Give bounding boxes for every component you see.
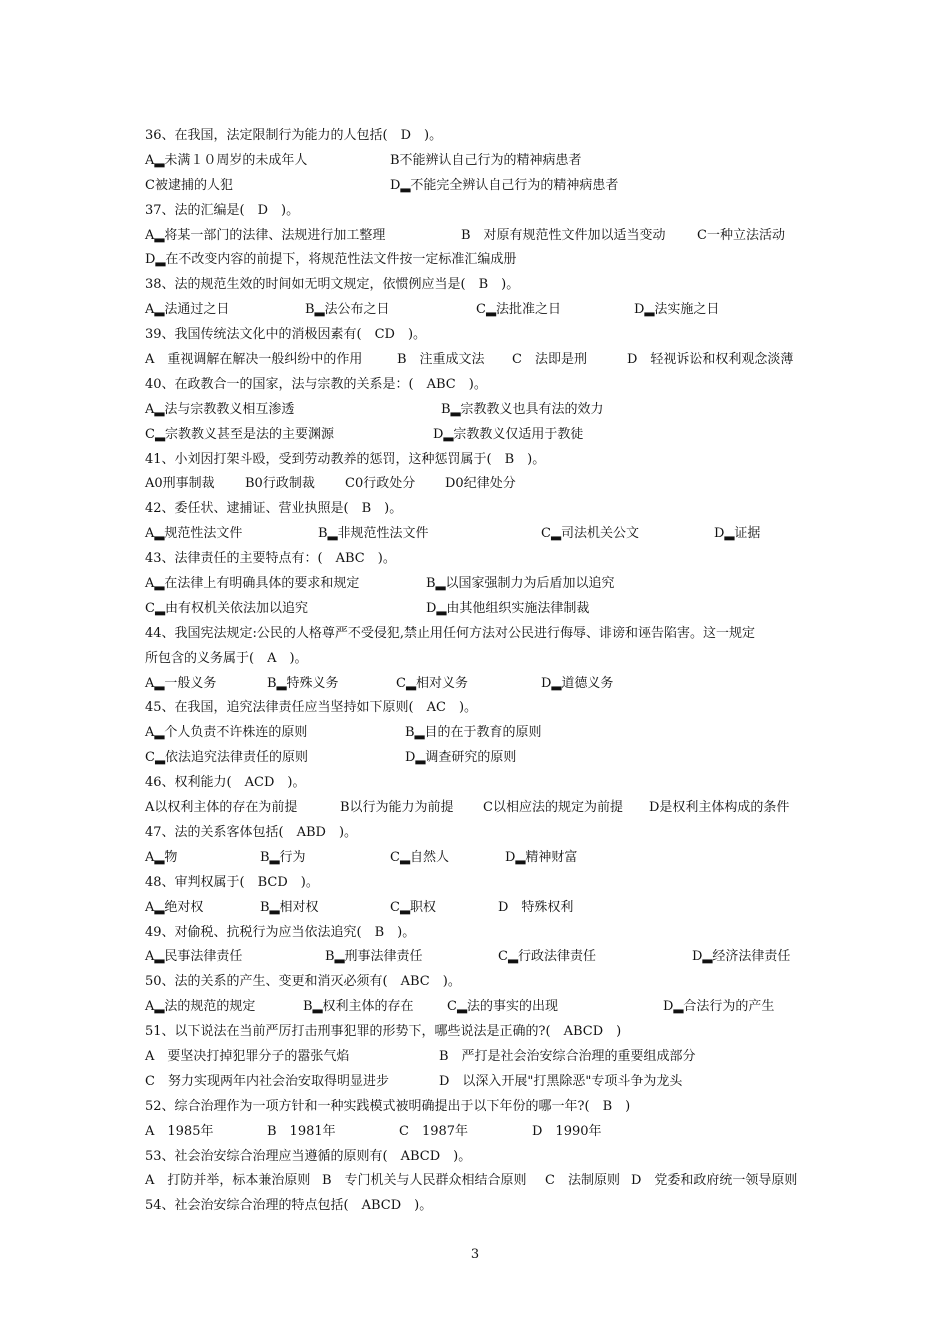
- text-segment: 47、法的关系客体包括( ABD )。: [145, 824, 358, 840]
- text-segment: 所包含的义务属于( A )。: [145, 650, 308, 666]
- text-line: [145, 896, 815, 921]
- text-line: [145, 1095, 815, 1120]
- text-line: [145, 672, 815, 697]
- text-segment: D▂由其他组织实施法律制裁: [426, 600, 590, 616]
- text-segment: B▂目的在于教育的原则: [405, 725, 542, 741]
- text-line: [145, 298, 815, 323]
- text-segment: A▂规范性法文件: [145, 526, 243, 542]
- text-segment: B 1981年: [267, 1123, 336, 1139]
- text-segment: C▂相对义务: [396, 675, 468, 691]
- text-segment: C▂由有权机关依法加以追究: [145, 600, 308, 616]
- text-segment: B▂相对权: [260, 899, 319, 915]
- text-segment: 50、法的关系的产生、变更和消灭必须有( ABC )。: [145, 974, 461, 990]
- text-line: [145, 1145, 815, 1170]
- text-segment: C 努力实现两年内社会治安取得明显进步: [145, 1073, 389, 1089]
- text-segment: A▂将某一部门的法律、法规进行加工整理: [145, 227, 386, 243]
- text-segment: A▂个人负责不许株连的原则: [145, 725, 308, 741]
- text-segment: D▂经济法律责任: [692, 949, 791, 965]
- text-line: [145, 1045, 815, 1070]
- text-segment: C▂宗教教义甚至是法的主要渊源: [145, 426, 334, 442]
- text-segment: 42、委任状、逮捕证、营业执照是( B )。: [145, 501, 403, 517]
- text-segment: 45、在我国，追究法律责任应当坚持如下原则( AC )。: [145, 700, 478, 716]
- text-segment: B▂以国家强制力为后盾加以追究: [426, 576, 615, 592]
- text-segment: C▂行政法律责任: [498, 949, 596, 965]
- text-line: [145, 1070, 815, 1095]
- text-line: [145, 472, 815, 497]
- text-line: [145, 696, 815, 721]
- text-segment: D是权利主体构成的条件: [649, 800, 790, 816]
- text-segment: C被逮捕的人犯: [145, 177, 233, 193]
- text-segment: 41、小刘因打架斗殴，受到劳动教养的惩罚，这种惩罚属于( B )。: [145, 451, 546, 467]
- text-line: [145, 846, 815, 871]
- text-segment: D▂证据: [714, 526, 761, 542]
- text-segment: 54、社会治安综合治理的特点包括( ABCD )。: [145, 1198, 433, 1214]
- text-segment: B▂刑事法律责任: [325, 949, 423, 965]
- page-number: 3: [470, 1247, 480, 1262]
- text-segment: C▂依法追究法律责任的原则: [145, 750, 308, 766]
- text-segment: C 1987年: [399, 1123, 469, 1139]
- text-segment: B▂权利主体的存在: [303, 999, 414, 1015]
- text-line: [145, 348, 815, 373]
- text-line: [145, 273, 815, 298]
- text-segment: D▂合法行为的产生: [663, 999, 775, 1015]
- text-segment: A▂未满１０周岁的未成年人: [145, 152, 308, 168]
- text-segment: D 轻视诉讼和权利观念淡薄: [627, 352, 794, 368]
- text-segment: C▂司法机关公文: [541, 526, 639, 542]
- text-line: [145, 796, 815, 821]
- text-segment: B 注重成文法: [397, 352, 485, 368]
- text-segment: A 要坚决打掉犯罪分子的嚣张气焰: [145, 1048, 350, 1064]
- text-segment: A▂一般义务: [145, 675, 217, 691]
- text-segment: C一种立法活动: [697, 227, 785, 243]
- text-segment: D0纪律处分: [445, 476, 516, 492]
- text-segment: D 特殊权利: [498, 899, 574, 915]
- text-segment: C 法即是刑: [512, 352, 587, 368]
- text-segment: B▂行为: [260, 849, 306, 865]
- text-segment: A▂法与宗教教义相互渗透: [145, 401, 295, 417]
- text-segment: A 重视调解在解决一般纠纷中的作用: [145, 352, 363, 368]
- text-line: [145, 995, 815, 1020]
- text-segment: 40、在政教合一的国家，法与宗教的关系是：( ABC )。: [145, 376, 487, 392]
- text-line: [145, 373, 815, 398]
- text-segment: D▂调查研究的原则: [405, 750, 517, 766]
- text-segment: A以权利主体的存在为前提: [145, 800, 298, 816]
- text-segment: 46、权利能力( ACD )。: [145, 775, 306, 791]
- text-segment: D▂法实施之日: [634, 302, 720, 318]
- text-line: [145, 821, 815, 846]
- text-segment: C 法制原则: [545, 1173, 620, 1189]
- text-segment: C▂自然人: [390, 849, 449, 865]
- text-segment: A▂在法律上有明确具体的要求和规定: [145, 576, 360, 592]
- text-line: [145, 199, 815, 224]
- text-line: [145, 721, 815, 746]
- text-line: [145, 224, 815, 249]
- text-segment: B0行政制裁: [245, 476, 315, 492]
- text-line: [145, 1169, 815, 1194]
- text-line: [145, 248, 815, 273]
- text-segment: 37、法的汇编是( D )。: [145, 202, 300, 218]
- text-line: [145, 647, 815, 672]
- text-segment: B▂非规范性法文件: [318, 526, 429, 542]
- document-body: [145, 124, 815, 1219]
- text-segment: A▂法通过之日: [145, 302, 230, 318]
- text-line: [145, 522, 815, 547]
- text-segment: D▂不能完全辨认自己行为的精神病患者: [390, 177, 619, 193]
- text-segment: 38、法的规范生效的时间如无明文规定，依惯例应当是( B )。: [145, 277, 520, 293]
- text-segment: 36、在我国，法定限制行为能力的人包括( D )。: [145, 128, 443, 143]
- text-segment: B 严打是社会治安综合治理的重要组成部分: [439, 1048, 696, 1064]
- text-segment: D 1990年: [532, 1123, 602, 1139]
- text-line: [145, 149, 815, 174]
- text-line: [145, 1020, 815, 1045]
- text-line: [145, 970, 815, 995]
- text-segment: A▂民事法律责任: [145, 949, 243, 965]
- text-line: [145, 547, 815, 572]
- text-line: [145, 1194, 815, 1219]
- text-line: [145, 124, 815, 149]
- text-segment: C以相应法的规定为前提: [483, 800, 623, 816]
- text-segment: D▂在不改变内容的前提下，将规范性法文件按一定标准汇编成册: [145, 252, 517, 268]
- text-line: [145, 945, 815, 970]
- text-segment: A▂法的规范的规定: [145, 999, 256, 1015]
- text-line: [145, 622, 815, 647]
- text-line: [145, 174, 815, 199]
- text-segment: A0刑事制裁: [145, 476, 215, 492]
- text-segment: 52、综合治理作为一项方针和一种实践模式被明确提出于以下年份的哪一年?( B ): [145, 1098, 631, 1114]
- text-segment: 53、社会治安综合治理应当遵循的原则有( ABCD )。: [145, 1148, 472, 1164]
- text-segment: B▂法公布之日: [305, 302, 390, 318]
- text-segment: B不能辨认自己行为的精神病患者: [390, 152, 582, 168]
- text-line: [145, 398, 815, 423]
- text-segment: 48、审判权属于( BCD )。: [145, 874, 319, 890]
- text-line: [145, 771, 815, 796]
- text-segment: D▂宗教教义仅适用于教徒: [433, 426, 584, 442]
- text-segment: D 以深入开展"打黑除恶"专项斗争为龙头: [439, 1073, 683, 1089]
- text-segment: C0行政处分: [345, 476, 416, 492]
- text-segment: D▂精神财富: [505, 849, 578, 865]
- text-segment: C▂法的事实的出现: [447, 999, 558, 1015]
- text-line: [145, 921, 815, 946]
- text-line: [145, 597, 815, 622]
- text-line: [145, 423, 815, 448]
- text-segment: 49、对偷税、抗税行为应当依法追究( B )。: [145, 924, 416, 940]
- text-segment: A▂绝对权: [145, 899, 204, 915]
- text-segment: 44、我国宪法规定:公民的人格尊严不受侵犯,禁止用任何方法对公民进行侮辱、诽谤和诬告陷害。这一规定: [145, 625, 756, 641]
- text-segment: B▂宗教教义也具有法的效力: [441, 401, 604, 417]
- text-line: [145, 871, 815, 896]
- text-segment: A 打防并举，标本兼治原则: [145, 1173, 311, 1189]
- text-segment: B 专门机关与人民群众相结合原则: [322, 1173, 527, 1189]
- text-line: [145, 572, 815, 597]
- text-segment: D 党委和政府统一领导原则: [631, 1173, 798, 1189]
- text-segment: B 对原有规范性文件加以适当变动: [461, 227, 666, 243]
- text-segment: B以行为能力为前提: [340, 800, 454, 816]
- text-line: [145, 1120, 815, 1145]
- text-segment: A 1985年: [145, 1123, 214, 1139]
- text-line: [145, 448, 815, 473]
- text-segment: A▂物: [145, 849, 178, 865]
- text-segment: B▂特殊义务: [267, 675, 339, 691]
- text-segment: C▂法批准之日: [476, 302, 561, 318]
- text-segment: 51、以下说法在当前严厉打击刑事犯罪的形势下，哪些说法是正确的?( ABCD ): [145, 1024, 622, 1040]
- text-line: [145, 497, 815, 522]
- text-line: [145, 323, 815, 348]
- text-segment: 39、我国传统法文化中的消极因素有( CD )。: [145, 327, 427, 343]
- text-line: [145, 746, 815, 771]
- text-segment: C▂职权: [390, 899, 436, 915]
- text-segment: D▂道德义务: [541, 675, 614, 691]
- text-segment: 43、法律责任的主要特点有：( ABC )。: [145, 551, 396, 567]
